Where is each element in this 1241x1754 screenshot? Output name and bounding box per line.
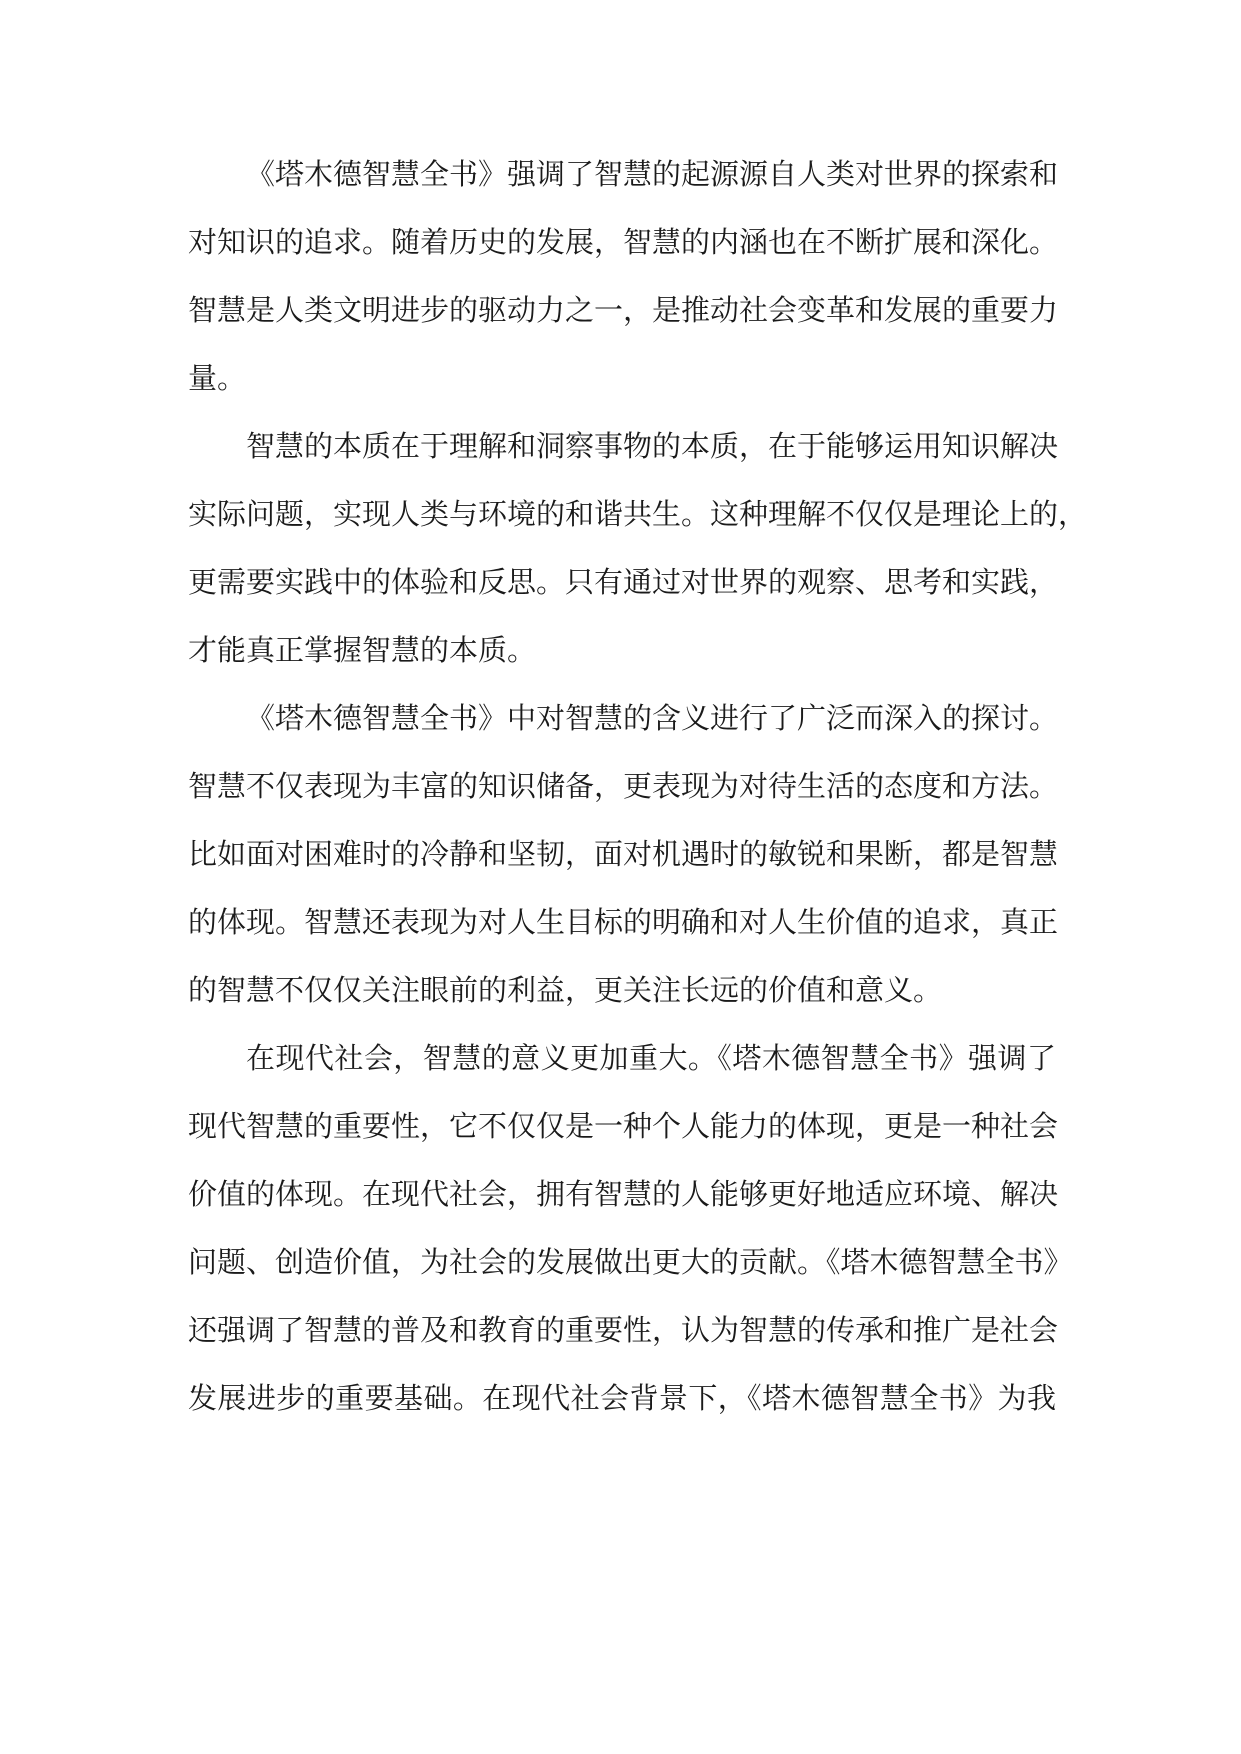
paragraph-1 — [188, 140, 1059, 412]
text-line: 智慧是人类文明进步的驱动力之一，是推动社会变革和发展的重要力 — [188, 293, 1059, 327]
text-line: 《塔木德智慧全书》中对智慧的含义进行了广泛而深入的探讨。 — [246, 701, 1059, 735]
text-line: 的智慧不仅仅关注眼前的利益，更关注长远的价值和意义。 — [188, 973, 943, 1007]
text-line: 问题、创造价值，为社会的发展做出更大的贡献。《塔木德智慧全书》 — [188, 1245, 1073, 1279]
text-line: 量。 — [188, 361, 247, 395]
text-line: 实际问题，实现人类与环境的和谐共生。这种理解不仅仅是理论上的， — [188, 497, 1088, 531]
text-line: 才能真正掌握智慧的本质。 — [188, 633, 537, 667]
text-line: 对知识的追求。随着历史的发展，智慧的内涵也在不断扩展和深化。 — [188, 225, 1059, 259]
text-line: 智慧不仅表现为丰富的知识储备，更表现为对待生活的态度和方法。 — [188, 769, 1059, 803]
text-line: 智慧的本质在于理解和洞察事物的本质，在于能够运用知识解决 — [246, 429, 1059, 463]
text-line: 价值的体现。在现代社会，拥有智慧的人能够更好地适应环境、解决 — [188, 1177, 1059, 1211]
text-line: 在现代社会，智慧的意义更加重大。《塔木德智慧全书》强调了 — [246, 1041, 1056, 1075]
document-body — [188, 140, 1088, 1432]
text-line: 发展进步的重要基础。在现代社会背景下，《塔木德智慧全书》为我 — [188, 1381, 1056, 1415]
paragraph-4 — [188, 1024, 1073, 1432]
text-line: 更需要实践中的体验和反思。只有通过对世界的观察、思考和实践， — [188, 565, 1059, 599]
paragraph-3 — [188, 684, 1059, 1024]
text-line: 现代智慧的重要性，它不仅仅是一种个人能力的体现，更是一种社会 — [188, 1109, 1059, 1143]
text-line: 的体现。智慧还表现为对人生目标的明确和对人生价值的追求，真正 — [188, 905, 1059, 939]
text-line: 《塔木德智慧全书》强调了智慧的起源源自人类对世界的探索和 — [246, 157, 1059, 191]
paragraph-2 — [188, 412, 1088, 684]
text-line: 比如面对困难时的冷静和坚韧，面对机遇时的敏锐和果断，都是智慧 — [188, 837, 1059, 871]
text-line: 还强调了智慧的普及和教育的重要性，认为智慧的传承和推广是社会 — [188, 1313, 1059, 1347]
